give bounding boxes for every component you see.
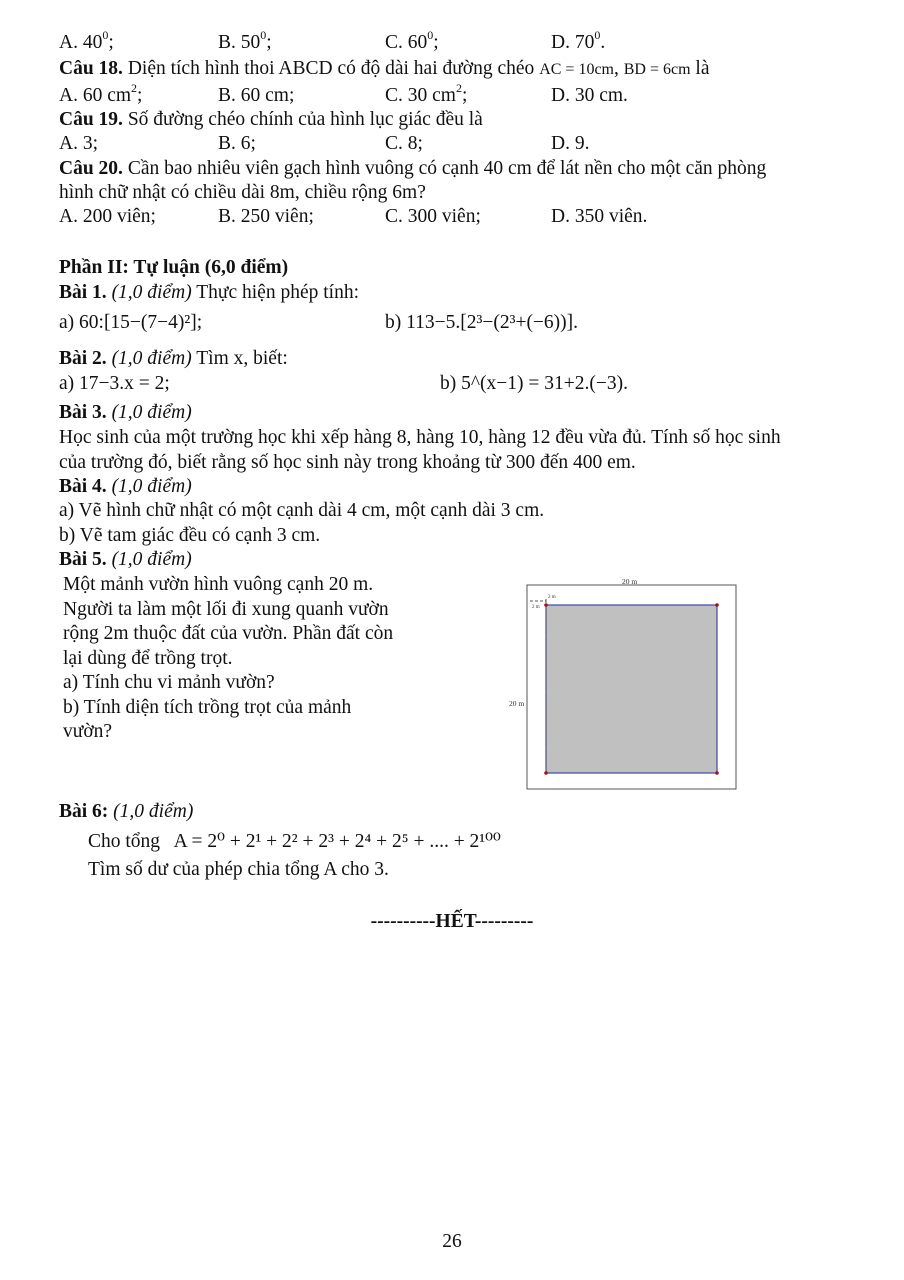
q17-sup-a: 0 — [102, 27, 109, 42]
bai1-heading — [59, 281, 359, 305]
q18-bd: BD = 6cm — [623, 61, 691, 78]
q18-tail: là — [695, 58, 710, 79]
q20-option-b: B. 250 viên; — [218, 206, 314, 227]
bai3-line1: Học sinh của một trường học khi xếp hàng 8, hàng 10, hàng 12 đều vừa đủ. Tính số học sinh — [59, 427, 781, 448]
corner-point — [715, 603, 719, 607]
q18-option-c — [385, 80, 468, 108]
corner-point — [544, 771, 548, 775]
bai6-label: Bài 6: — [59, 801, 109, 822]
q20-option-a: A. 200 viên; — [59, 206, 156, 227]
page-number: 26 — [442, 1231, 462, 1252]
bai1-part-b: b) 113−5.[2³−(2³+(−6))]. — [385, 312, 579, 333]
q19-option-d: D. 9. — [551, 133, 590, 154]
end-marker: ----------HẾT--------- — [370, 911, 534, 932]
q17-option-b-text: B. 50 — [218, 32, 261, 53]
q17-end-a: ; — [108, 32, 114, 53]
bai4-points: (1,0 điểm) — [111, 476, 192, 497]
q18-option-a-end: ; — [137, 85, 143, 106]
q17-sup-c: 0 — [427, 27, 434, 42]
bai5-line-6: b) Tính diện tích trồng trọt của mảnh — [63, 697, 352, 718]
garden-figure — [500, 575, 745, 795]
bai6-formula: A = 2⁰ + 2¹ + 2² + 2³ + 2⁴ + 2⁵ + .... + 2¹⁰⁰ — [173, 831, 501, 852]
bai1-text: Thực hiện phép tính: — [196, 282, 359, 303]
garden-side-label: 20 m — [509, 699, 525, 708]
bai4-part-b: b) Vẽ tam giác đều có cạnh 3 cm. — [59, 525, 321, 546]
q19-label: Câu 19. — [59, 109, 123, 130]
q18-option-a-sup: 2 — [131, 80, 138, 95]
q20-question — [59, 157, 766, 181]
bai3-points: (1,0 điểm) — [111, 402, 192, 423]
bai2-part-a: a) 17−3.x = 2; — [59, 373, 170, 394]
path-width-label-left: 2 m — [532, 605, 540, 610]
bai5-line-7: vườn? — [63, 721, 113, 742]
q18-option-c-sup: 2 — [455, 80, 462, 95]
bai5-label: Bài 5. — [59, 549, 107, 570]
bai3-line2: của trường đó, biết rằng số học sinh này trong khoảng từ 300 đến 400 em. — [59, 452, 636, 473]
q19-option-a: A. 3; — [59, 133, 98, 154]
q17-option-d — [551, 27, 606, 55]
q17-option-a-text: A. 40 — [59, 32, 103, 53]
q18-label: Câu 18. — [59, 58, 123, 79]
q19-text: Số đường chéo chính của hình lục giác đều là — [127, 109, 483, 130]
path-width-label-top: 2 m — [548, 595, 556, 600]
bai5-heading — [59, 548, 192, 572]
q19-option-b: B. 6; — [218, 133, 256, 154]
q17-end-d: . — [600, 32, 606, 53]
bai1-label: Bài 1. — [59, 282, 107, 303]
q17-option-a — [59, 27, 114, 55]
q17-option-b — [218, 27, 272, 55]
bai4-part-a: a) Vẽ hình chữ nhật có một cạnh dài 4 cm, một cạnh dài 3 cm. — [59, 500, 545, 521]
bai4-label: Bài 4. — [59, 476, 107, 497]
q19-option-c: C. 8; — [385, 133, 423, 154]
bai5-line-2: Người ta làm một lối đi xung quanh vườn — [63, 599, 389, 620]
q17-end-c: ; — [433, 32, 439, 53]
q17-option-c — [385, 27, 439, 55]
q20-line2: hình chữ nhật có chiều dài 8m, chiều rộng 6m? — [59, 182, 426, 203]
q20-option-d: D. 350 viên. — [551, 206, 648, 227]
q17-end-b: ; — [266, 32, 272, 53]
q18-ac: AC = 10cm — [539, 61, 614, 78]
bai2-heading — [59, 347, 288, 371]
q18-option-c-end: ; — [461, 85, 468, 106]
q18-option-a — [59, 80, 143, 108]
corner-point — [715, 771, 719, 775]
bai6-intro: Cho tổng — [88, 831, 161, 852]
bai1-points: (1,0 điểm) — [111, 282, 192, 303]
bai2-points: (1,0 điểm) — [111, 348, 192, 369]
q19-question — [59, 108, 483, 132]
bai6-points: (1,0 điểm) — [113, 801, 194, 822]
bai5-line-1: Một mảnh vườn hình vuông cạnh 20 m. — [63, 574, 374, 595]
q18-question: Câu 18. Diện tích hình thoi ABCD có độ dài hai đường chéo AC = 10cm, BD = 6cm là — [59, 58, 710, 79]
q18-text: Diện tích hình thoi ABCD có độ dài hai đường chéo — [127, 58, 535, 79]
q17-sup-b: 0 — [260, 27, 267, 42]
q18-option-d — [551, 84, 628, 108]
bai5-line-3: rộng 2m thuộc đất của vườn. Phần đất còn — [63, 623, 394, 644]
q20-line1: Cần bao nhiêu viên gạch hình vuông có cạnh 40 cm để lát nền cho một căn phòng — [127, 158, 767, 179]
bai6-formula-line — [88, 830, 501, 854]
q18-option-b-text: B. 60 cm; — [218, 85, 295, 106]
q17-sup-d: 0 — [594, 27, 601, 42]
bai2-label: Bài 2. — [59, 348, 107, 369]
bai3-heading — [59, 401, 192, 425]
bai5-line-5: a) Tính chu vi mảnh vườn? — [63, 672, 275, 693]
bai2-text: Tìm x, biết: — [196, 348, 288, 369]
q18-option-c-text: C. 30 cm — [385, 85, 456, 106]
garden-planting-area — [546, 605, 717, 773]
bai6-heading — [59, 800, 193, 824]
part2-title: Phần II: Tự luận (6,0 điểm) — [59, 257, 289, 278]
bai1-part-a: a) 60:[15−(7−4)²]; — [59, 312, 203, 333]
bai2-part-b: b) 5^(x−1) = 31+2.(−3). — [440, 373, 628, 394]
q17-option-c-text: C. 60 — [385, 32, 428, 53]
bai6-question: Tìm số dư của phép chia tổng A cho 3. — [88, 859, 389, 880]
q20-label: Câu 20. — [59, 158, 123, 179]
bai5-line-4: lại dùng để trồng trọt. — [63, 648, 233, 669]
q18-option-b — [218, 84, 294, 108]
bai3-label: Bài 3. — [59, 402, 107, 423]
bai4-heading — [59, 475, 192, 499]
q20-option-c: C. 300 viên; — [385, 206, 481, 227]
q18-option-d-text: D. 30 cm. — [551, 85, 628, 106]
q17-option-d-text: D. 70 — [551, 32, 595, 53]
corner-point — [544, 603, 548, 607]
q18-option-a-text: A. 60 cm — [59, 85, 132, 106]
garden-top-label: 20 m — [622, 577, 638, 586]
bai5-points: (1,0 điểm) — [111, 549, 192, 570]
